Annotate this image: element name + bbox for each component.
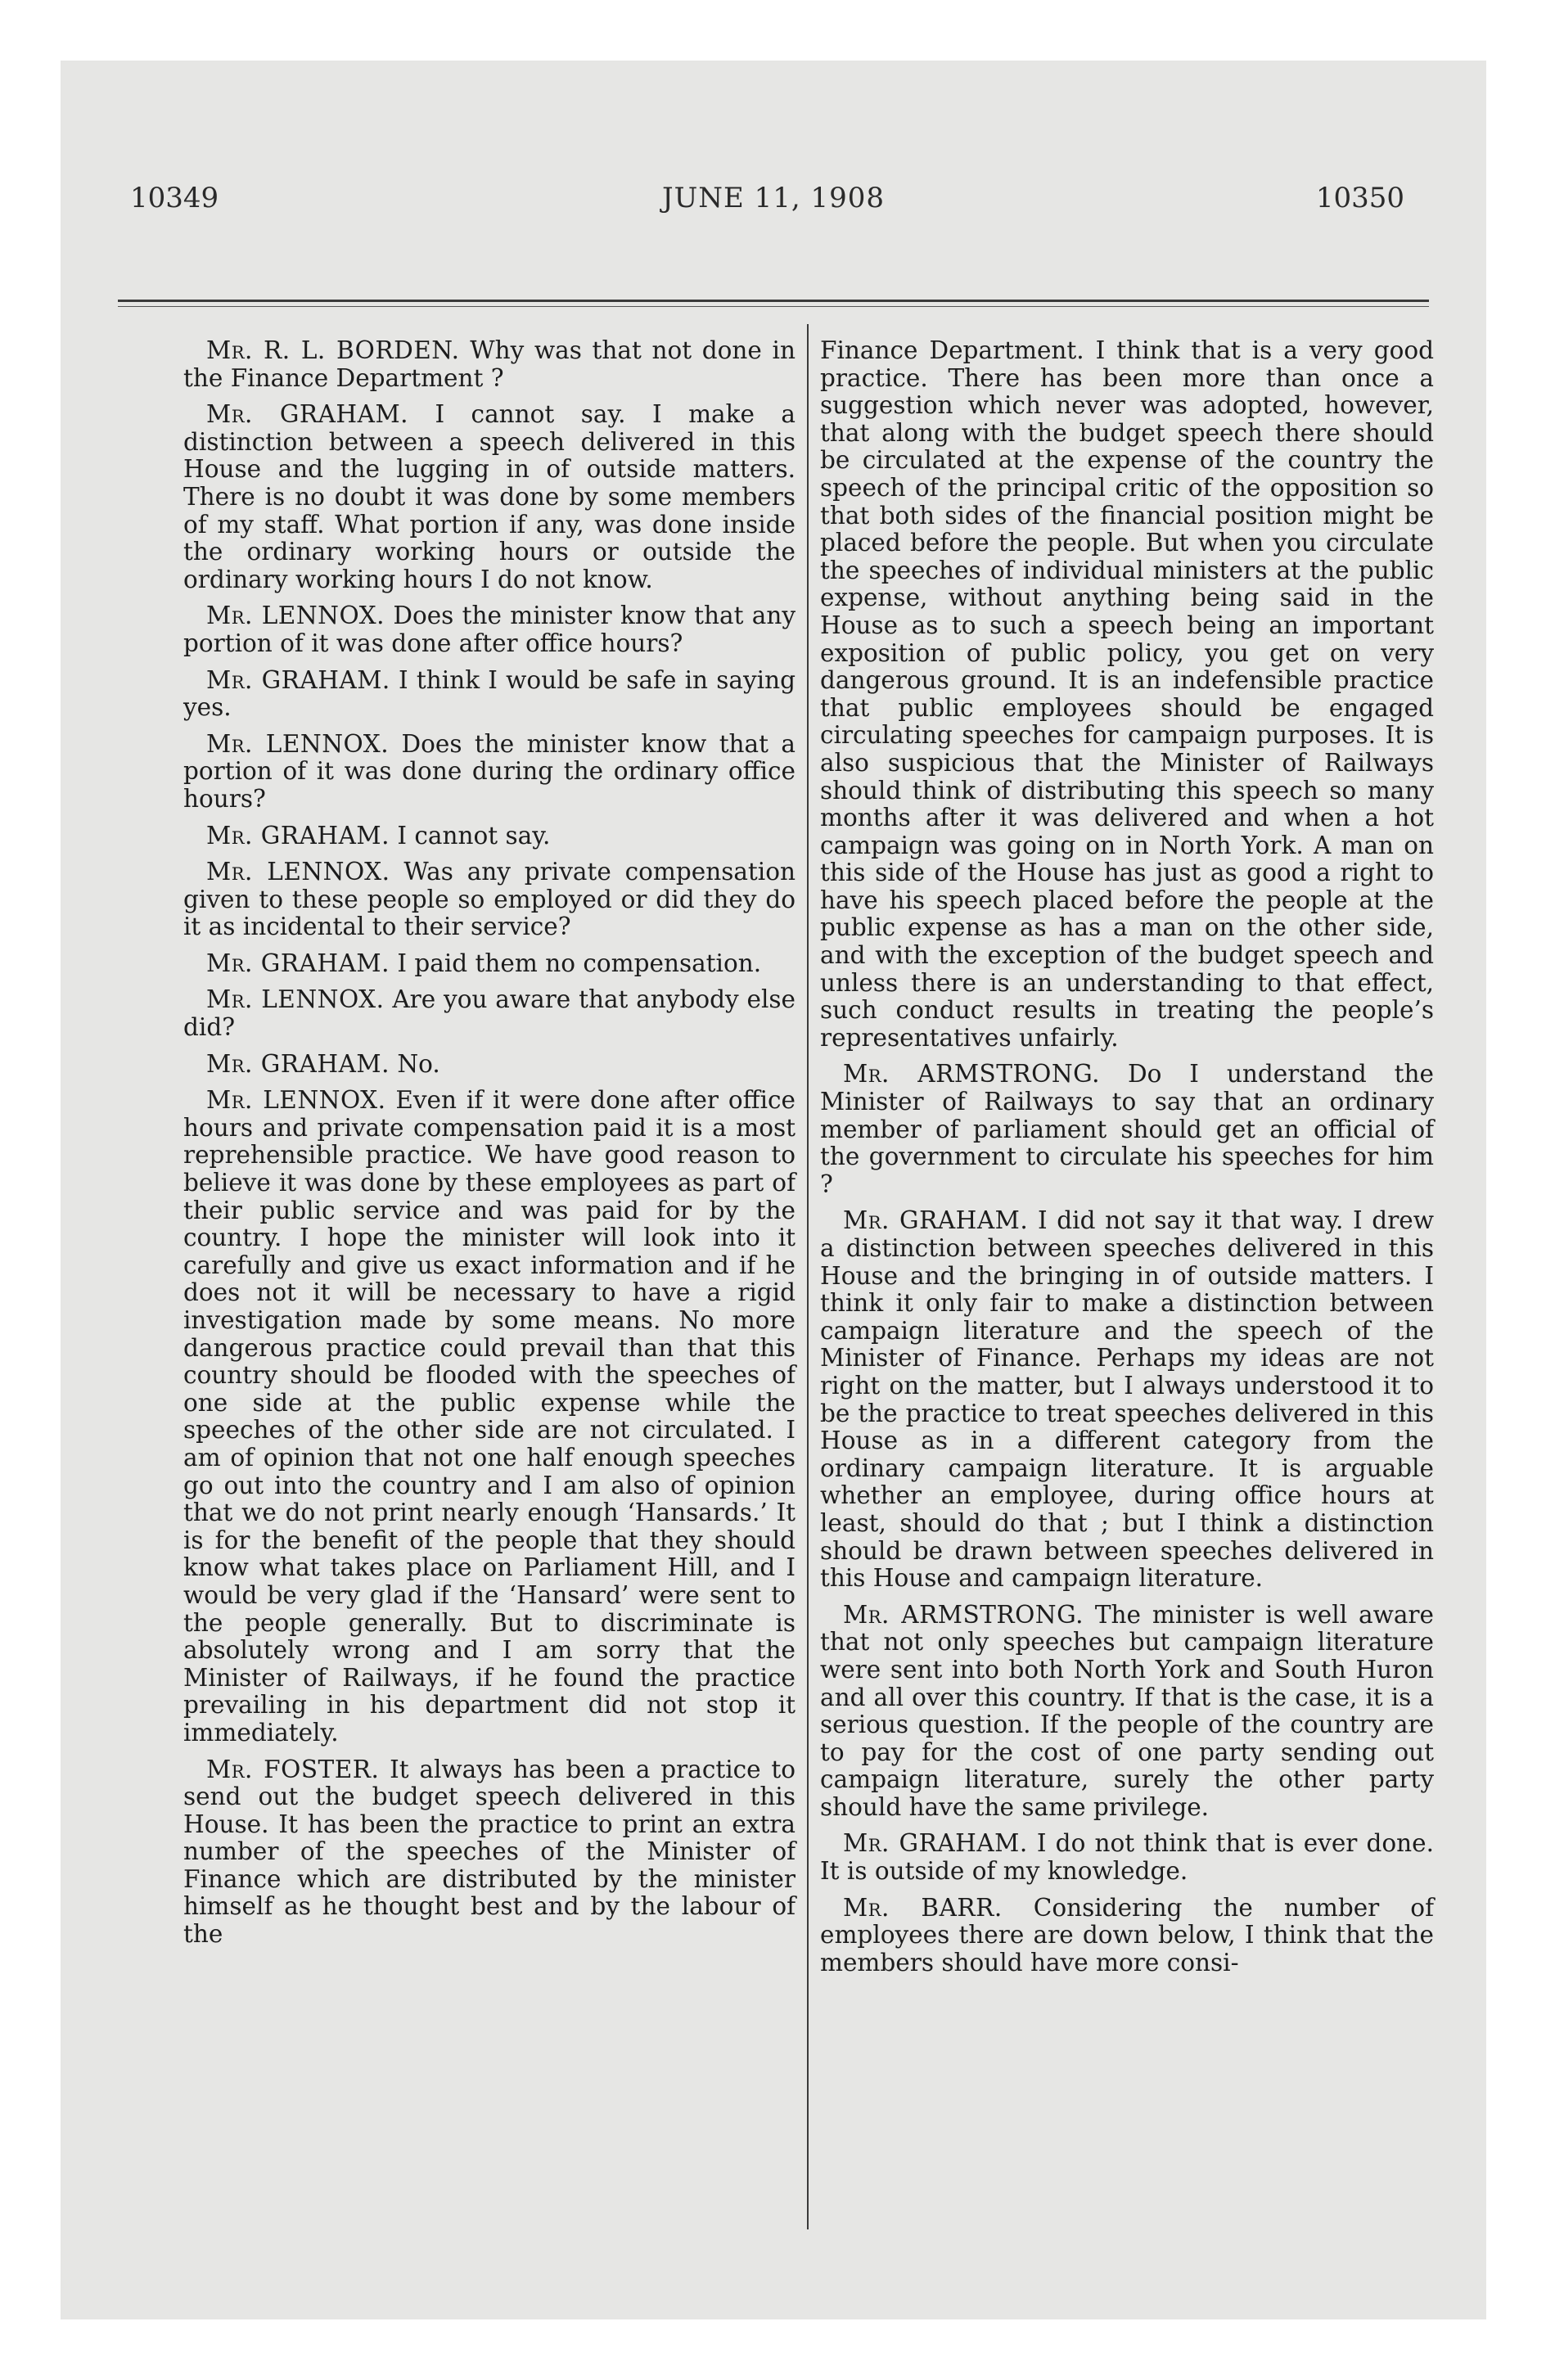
speaker-name: Mr. FOSTER. xyxy=(206,1755,380,1783)
paragraph xyxy=(183,1756,796,1949)
header-rule-thin xyxy=(118,306,1429,307)
paragraph xyxy=(820,1895,1434,1977)
paragraph-text: Are you aware that anybody else did? xyxy=(183,985,796,1042)
paragraph xyxy=(820,1061,1434,1198)
speaker-name: Mr. LENNOX. xyxy=(206,1086,386,1115)
paragraph-text: I cannot say. I make a distinction between a speech delivered in this House and the lugging in of outside matters. There is no doubt it was done by some members of my staff. What portion if any, was done inside the ordinary working hours or outside the ordinary working hours I do not know. xyxy=(183,400,796,593)
left-column xyxy=(183,337,796,1958)
paragraph-text: Do I understand the Minister of Railways to say that an ordinary member of parliament should get an official of the government to circulate his speeches for him ? xyxy=(820,1060,1434,1198)
page-header xyxy=(61,61,1486,306)
paragraph-text: I think I would be safe in saying yes. xyxy=(183,665,796,722)
paragraph-continued xyxy=(820,337,1434,1052)
paragraph-text: No. xyxy=(397,1049,440,1078)
paragraph-text: I do not think that is ever done. It is outside of my knowledge. xyxy=(820,1829,1434,1886)
paragraph xyxy=(820,1602,1434,1822)
paragraph xyxy=(183,337,796,392)
paragraph-text: Does the minister know that any portion of it was done after office hours? xyxy=(183,602,796,657)
paragraph xyxy=(183,950,796,978)
paragraph-text: Even if it were done after office hours and private compensation paid it is a most reprehensible practice. We have good reason to believe it was done by these employees as part of their public service and was paid for by the country. I hope the minister will look into it carefully and give us exact information and if he does not it will be necessary to have a rigid investigation made by some means. No more dangerous practice could prevail than that this country should be flooded with the speeches of one side at the public expense while the speeches of the other side are not circulated. I am of opinion that not one half enough speeches go out into the country and I am also of opinion that we do not print nearly enough ‘Hansards.’ It is for the benefit of the people that they should know what takes place on Parliament Hill, and I would be very glad if the ‘Hansard’ were sent to the people generally. But to discriminate is absolutely wrong and I am sorry that the Minister of Railways, if he found the practice prevailing in his department did not stop it immediately. xyxy=(183,1086,796,1747)
paragraph-text: I paid them no compensation. xyxy=(397,949,762,977)
speaker-name: Mr. GRAHAM. xyxy=(206,400,409,429)
speaker-name: Mr. GRAHAM. xyxy=(206,949,390,977)
paragraph xyxy=(820,1830,1434,1885)
paragraph xyxy=(183,602,796,657)
paragraph-text: Does the minister know that a portion of it was done during the ordinary office hours? xyxy=(183,729,796,813)
paragraph xyxy=(183,667,796,722)
speaker-name: Mr. GRAHAM. xyxy=(206,665,390,694)
speaker-name: Mr. BARR. xyxy=(843,1893,1003,1922)
speaker-name: Mr. GRAHAM. xyxy=(843,1829,1028,1858)
paragraph xyxy=(183,1051,796,1079)
right-column xyxy=(820,337,1434,1986)
paragraph xyxy=(183,823,796,850)
paragraph-text: The minister is well aware that not only speeches but campaign literature were sent into both North York and South Huron and all over this country. If that is the case, it is a serious question. If the people of the country are to pay for the cost of one party sending out campaign literature, surely the other party should have the same privilege. xyxy=(820,1600,1434,1821)
paragraph-text: It always has been a practice to send out the budget speech delivered in this House. It has been the practice to print an extra number of the speeches of the Minister of Finance which are distributed by the minister himself as he thought best and by the labour of the xyxy=(183,1755,796,1949)
speaker-name: Mr. LENNOX. xyxy=(206,858,390,886)
speaker-name: Mr. LENNOX. xyxy=(206,602,385,630)
speaker-name: Mr. LENNOX. xyxy=(206,985,385,1014)
paragraph xyxy=(183,401,796,593)
paragraph xyxy=(183,859,796,941)
speaker-name: Mr. GRAHAM. xyxy=(843,1206,1029,1235)
paragraph xyxy=(183,1087,796,1747)
paragraph xyxy=(183,731,796,814)
speaker-name: Mr. ARMSTRONG. xyxy=(843,1060,1101,1089)
paragraph xyxy=(183,986,796,1041)
speaker-name: Mr. GRAHAM. xyxy=(206,1049,390,1078)
speaker-name: Mr. LENNOX. xyxy=(206,729,390,758)
paragraph-text: Why was that not done in the Finance Department ? xyxy=(183,336,796,392)
speaker-name: Mr. ARMSTRONG. xyxy=(843,1600,1084,1629)
header-rule xyxy=(118,300,1429,302)
column-divider xyxy=(807,324,809,2229)
paragraph-text: Considering the number of employees there are down below, I think that the members should have more consi- xyxy=(820,1893,1434,1977)
paragraph-text: Was any private compensation given to these people so employed or did they do it as incidental to their service? xyxy=(183,858,796,941)
page-number-left: 10349 xyxy=(130,182,219,214)
paragraph-text: Finance Department. I think that is a very good practice. There has been more than once a suggestion which never was adopted, however, that along with the budget speech there should be circulated at the expense of the country the speech of the principal critic of the opposition so that both sides of the financial position might be placed before the people. But when you circulate the speeches of individual ministers at the public expense, without anything being said in the House as to such a speech being an important exposition of public policy, you get on very dangerous ground. It is an indefensible practice that public employees should be engaged circulating speeches for campaign purposes. It is also suspicious that the Minister of Railways should think of distributing this speech so many months after it was delivered and when a hot campaign was going on in North York. A man on this side of the House has just as good a right to have his speech placed before the people at the public expense as has a man on the other side, and with the exception of the budget speech and unless there is an understanding to that effect, such conduct results in treating the people’s representatives unfairly. xyxy=(820,336,1434,1052)
page-number-right: 10350 xyxy=(1315,182,1404,214)
paragraph-text: I did not say it that way. I drew a distinction between speeches delivered in this House and the bringing in of outside matters. I think it only fair to make a distinction between campaign literature and the speech of the Minister of Finance. Perhaps my ideas are not right on the matter, but I always understood it to be the practice to treat speeches delivered in this House as in a different category from the ordinary campaign literature. It is arguable whether an employee, during office hours at least, should do that ; but I think a distinction should be drawn between speeches delivered in this House and campaign literature. xyxy=(820,1206,1435,1593)
page-date: JUNE 11, 1908 xyxy=(661,182,886,214)
paragraph-text: I cannot say. xyxy=(397,821,551,850)
paragraph xyxy=(820,1207,1434,1592)
scanned-page xyxy=(61,61,1486,2319)
speaker-name: Mr. GRAHAM. xyxy=(206,821,390,850)
speaker-name: Mr. R. L. BORDEN. xyxy=(206,336,460,364)
